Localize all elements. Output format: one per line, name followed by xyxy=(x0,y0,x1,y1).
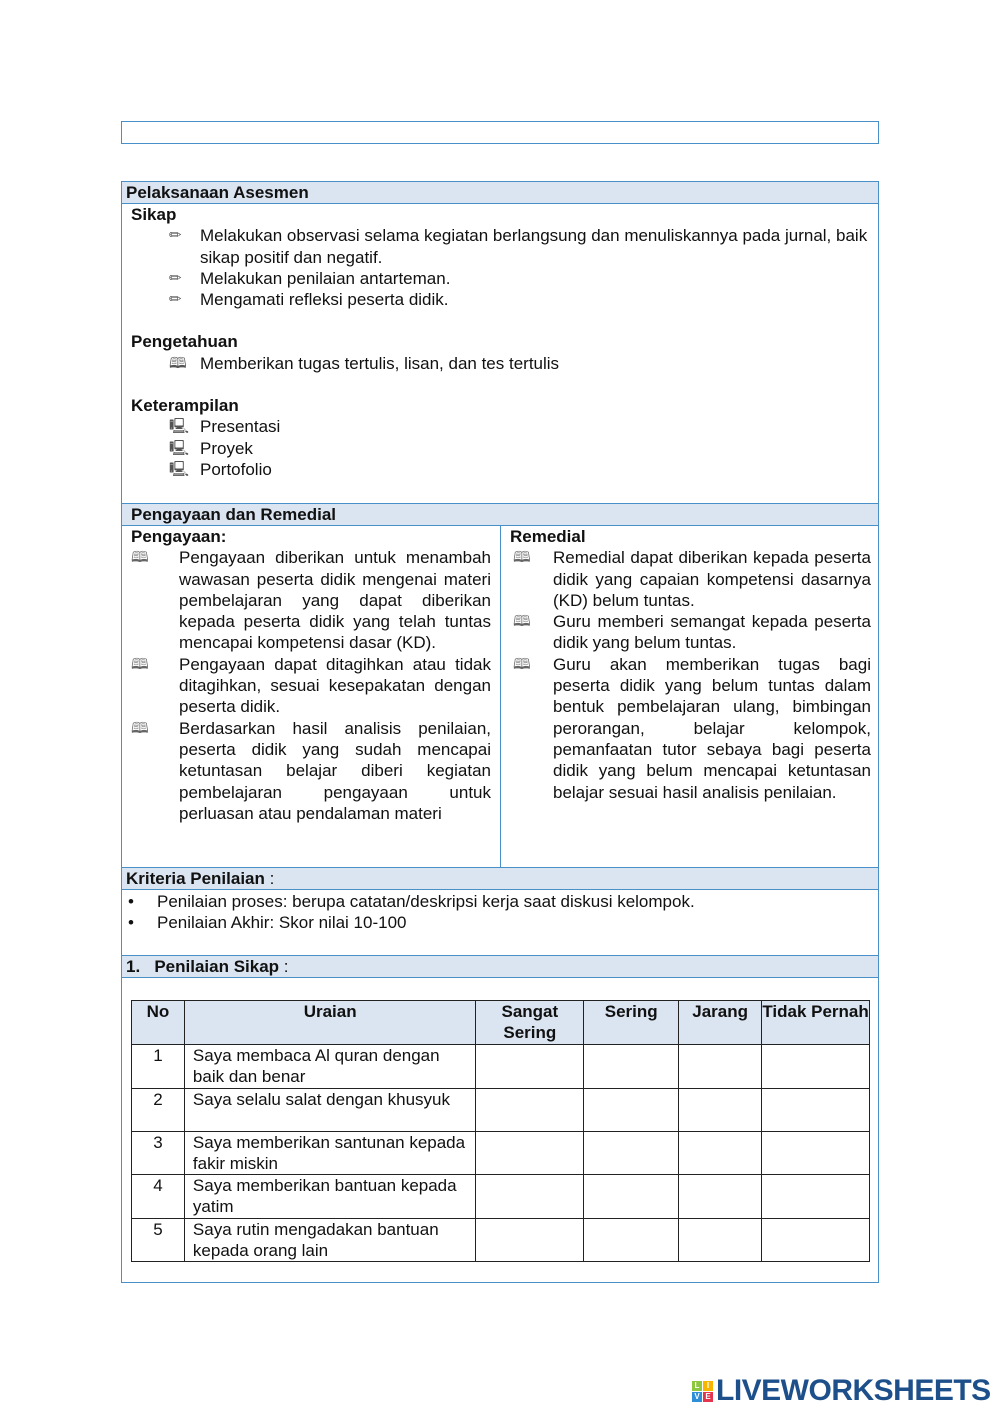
answer-cell[interactable] xyxy=(762,1218,870,1262)
empty-header-box xyxy=(121,121,879,144)
list-item xyxy=(122,912,878,933)
answer-cell[interactable] xyxy=(679,1045,762,1089)
item-text: Portofolio xyxy=(200,459,272,479)
answer-cell[interactable] xyxy=(584,1131,679,1175)
answer-cell[interactable] xyxy=(762,1045,870,1089)
row-uraian: Saya memberikan bantuan kepada yatim xyxy=(184,1175,476,1219)
answer-cell[interactable] xyxy=(584,1045,679,1089)
item-text: Berdasarkan hasil analisis penilaian, peserta didik yang sudah mencapai ketuntasan belajar diberi kegiatan pembelajaran pengayaan untuk perluasan atau pendalaman materi xyxy=(179,718,491,823)
sikap-title: Sikap xyxy=(131,205,177,224)
header-no: No xyxy=(132,1001,185,1045)
liveworksheets-logo xyxy=(692,1376,991,1406)
book-icon: 🕮 xyxy=(131,655,149,673)
logo-text: LIVEWORKSHEETS xyxy=(716,1374,991,1407)
table-row xyxy=(132,1218,870,1262)
header-sering: Sering xyxy=(584,1001,679,1045)
live-grid-icon xyxy=(692,1381,713,1402)
book-icon: 🕮 xyxy=(513,549,531,567)
book-icon: 🕮 xyxy=(131,549,149,567)
item-text: Memberikan tugas tertulis, lisan, dan tes tertulis xyxy=(200,353,560,373)
keterampilan-title: Keterampilan xyxy=(131,396,239,416)
header-uraian: Uraian xyxy=(184,1001,476,1045)
answer-cell[interactable] xyxy=(584,1218,679,1262)
list-item xyxy=(131,416,870,437)
row-no: 2 xyxy=(132,1088,185,1131)
item-text: Guru memberi semangat kepada peserta didik yang belum tuntas. xyxy=(553,612,871,653)
header-sangat-sering: Sangat Sering xyxy=(476,1001,584,1045)
table-header-row xyxy=(132,1001,870,1045)
item-text: Penilaian Akhir: Skor nilai 10-100 xyxy=(157,913,407,933)
answer-cell[interactable] xyxy=(679,1088,762,1131)
logo-letter: L xyxy=(692,1381,702,1391)
list-item xyxy=(131,459,870,480)
answer-cell[interactable] xyxy=(762,1088,870,1131)
section-header xyxy=(122,867,878,890)
pencil-icon: ✏ xyxy=(169,227,182,245)
pengayaan-column xyxy=(122,526,501,867)
section-header: Pelaksanaan Asesmen xyxy=(122,181,878,204)
colon: : xyxy=(264,869,275,888)
book-icon: 🕮 xyxy=(169,354,187,372)
table-row xyxy=(132,1131,870,1175)
assessment-table xyxy=(121,181,879,1283)
book-icon: 🕮 xyxy=(513,655,531,673)
penilaian-sikap-table xyxy=(131,1000,870,1262)
item-text: Presentasi xyxy=(200,417,281,437)
colon: : xyxy=(279,957,289,976)
answer-cell[interactable] xyxy=(762,1131,870,1175)
list-item xyxy=(131,547,491,653)
answer-cell[interactable] xyxy=(476,1218,584,1262)
book-icon: 🕮 xyxy=(131,719,149,737)
list-item xyxy=(131,654,491,718)
table-row xyxy=(132,1088,870,1131)
item-text: Pengayaan dapat ditagihkan atau tidak ditagihkan, sesuai kesepakatan dengan peserta didik. xyxy=(179,654,491,717)
list-item xyxy=(510,611,871,654)
header-tidak-pernah: Tidak Pernah xyxy=(762,1001,870,1045)
logo-letter: E xyxy=(703,1392,713,1402)
bullet-icon: • xyxy=(128,892,134,911)
row-uraian: Saya membaca Al quran dengan baik dan benar xyxy=(184,1045,476,1089)
item-text: Guru akan memberikan tugas bagi peserta didik yang belum tuntas dalam bentuk pembelajaran ulang, bimbingan perorangan, belajar kelompok, pemanfaatan tutor sebaya bagi peserta didik yang belum mencapai ketuntasan belajar sesuai hasil analisis penilaian. xyxy=(553,654,871,802)
pencil-icon: ✏ xyxy=(169,291,182,309)
item-text: Pengayaan diberikan untuk menambah wawasan peserta didik mengenai materi pembelajaran yang dapat diberikan kepada peserta didik yang telah tuntas mencapai kompetensi dasar (KD). xyxy=(179,548,491,653)
row-uraian: Saya selalu salat dengan khusyuk xyxy=(184,1088,476,1131)
row-uraian: Saya rutin mengadakan bantuan kepada orang lain xyxy=(184,1218,476,1262)
row-no: 5 xyxy=(132,1218,185,1262)
kriteria-list xyxy=(122,891,878,934)
answer-cell[interactable] xyxy=(476,1045,584,1089)
answer-cell[interactable] xyxy=(584,1175,679,1219)
pengayaan-title: Pengayaan: xyxy=(131,527,227,546)
answer-cell[interactable] xyxy=(584,1088,679,1131)
list-item xyxy=(131,353,870,374)
section-header xyxy=(122,955,878,978)
answer-cell[interactable] xyxy=(476,1175,584,1219)
logo-letter: V xyxy=(692,1392,702,1402)
list-item xyxy=(510,654,871,803)
answer-cell[interactable] xyxy=(679,1218,762,1262)
list-item xyxy=(122,891,878,912)
asesmen-body xyxy=(131,204,870,480)
list-item xyxy=(131,225,870,268)
item-text: Melakukan penilaian antarteman. xyxy=(200,268,451,288)
list-item xyxy=(131,289,870,310)
item-text: Penilaian proses: berupa catatan/deskripsi kerja saat diskusi kelompok. xyxy=(157,892,695,911)
kriteria-title: Kriteria Penilaian xyxy=(126,869,265,888)
list-item xyxy=(510,547,871,611)
computer-icon: 🖳 xyxy=(169,460,190,478)
row-no: 1 xyxy=(132,1045,185,1089)
penilaian-sikap-title: 1. Penilaian Sikap xyxy=(126,957,280,976)
computer-icon: 🖳 xyxy=(169,439,190,457)
item-text: Melakukan observasi selama kegiatan berlangsung dan menuliskannya pada jurnal, baik sikap positif dan negatif. xyxy=(200,226,868,267)
pengetahuan-title: Pengetahuan xyxy=(131,332,238,352)
list-item xyxy=(131,718,491,824)
item-text: Mengamati refleksi peserta didik. xyxy=(200,290,449,310)
remedial-title: Remedial xyxy=(510,527,586,546)
list-item xyxy=(131,438,870,459)
row-no: 3 xyxy=(132,1131,185,1175)
logo-letter: I xyxy=(703,1381,713,1391)
answer-cell[interactable] xyxy=(679,1131,762,1175)
list-item xyxy=(131,268,870,289)
section-header: Pengayaan dan Remedial xyxy=(122,503,878,526)
item-text: Remedial dapat diberikan kepada peserta didik yang capaian kompetensi dasarnya (KD) belum tuntas. xyxy=(553,548,871,610)
item-text: Proyek xyxy=(200,438,253,458)
answer-cell[interactable] xyxy=(476,1131,584,1175)
bullet-icon: • xyxy=(128,913,134,933)
pencil-icon: ✏ xyxy=(169,269,182,287)
header-jarang: Jarang xyxy=(679,1001,762,1045)
answer-cell[interactable] xyxy=(679,1175,762,1219)
answer-cell[interactable] xyxy=(476,1088,584,1131)
table-row xyxy=(132,1175,870,1219)
row-uraian: Saya memberikan santunan kepada fakir miskin xyxy=(184,1131,476,1175)
row-no: 4 xyxy=(132,1175,185,1219)
remedial-column xyxy=(501,526,880,867)
computer-icon: 🖳 xyxy=(169,418,190,436)
table-row xyxy=(132,1045,870,1089)
answer-cell[interactable] xyxy=(762,1175,870,1219)
book-icon: 🕮 xyxy=(513,613,531,631)
